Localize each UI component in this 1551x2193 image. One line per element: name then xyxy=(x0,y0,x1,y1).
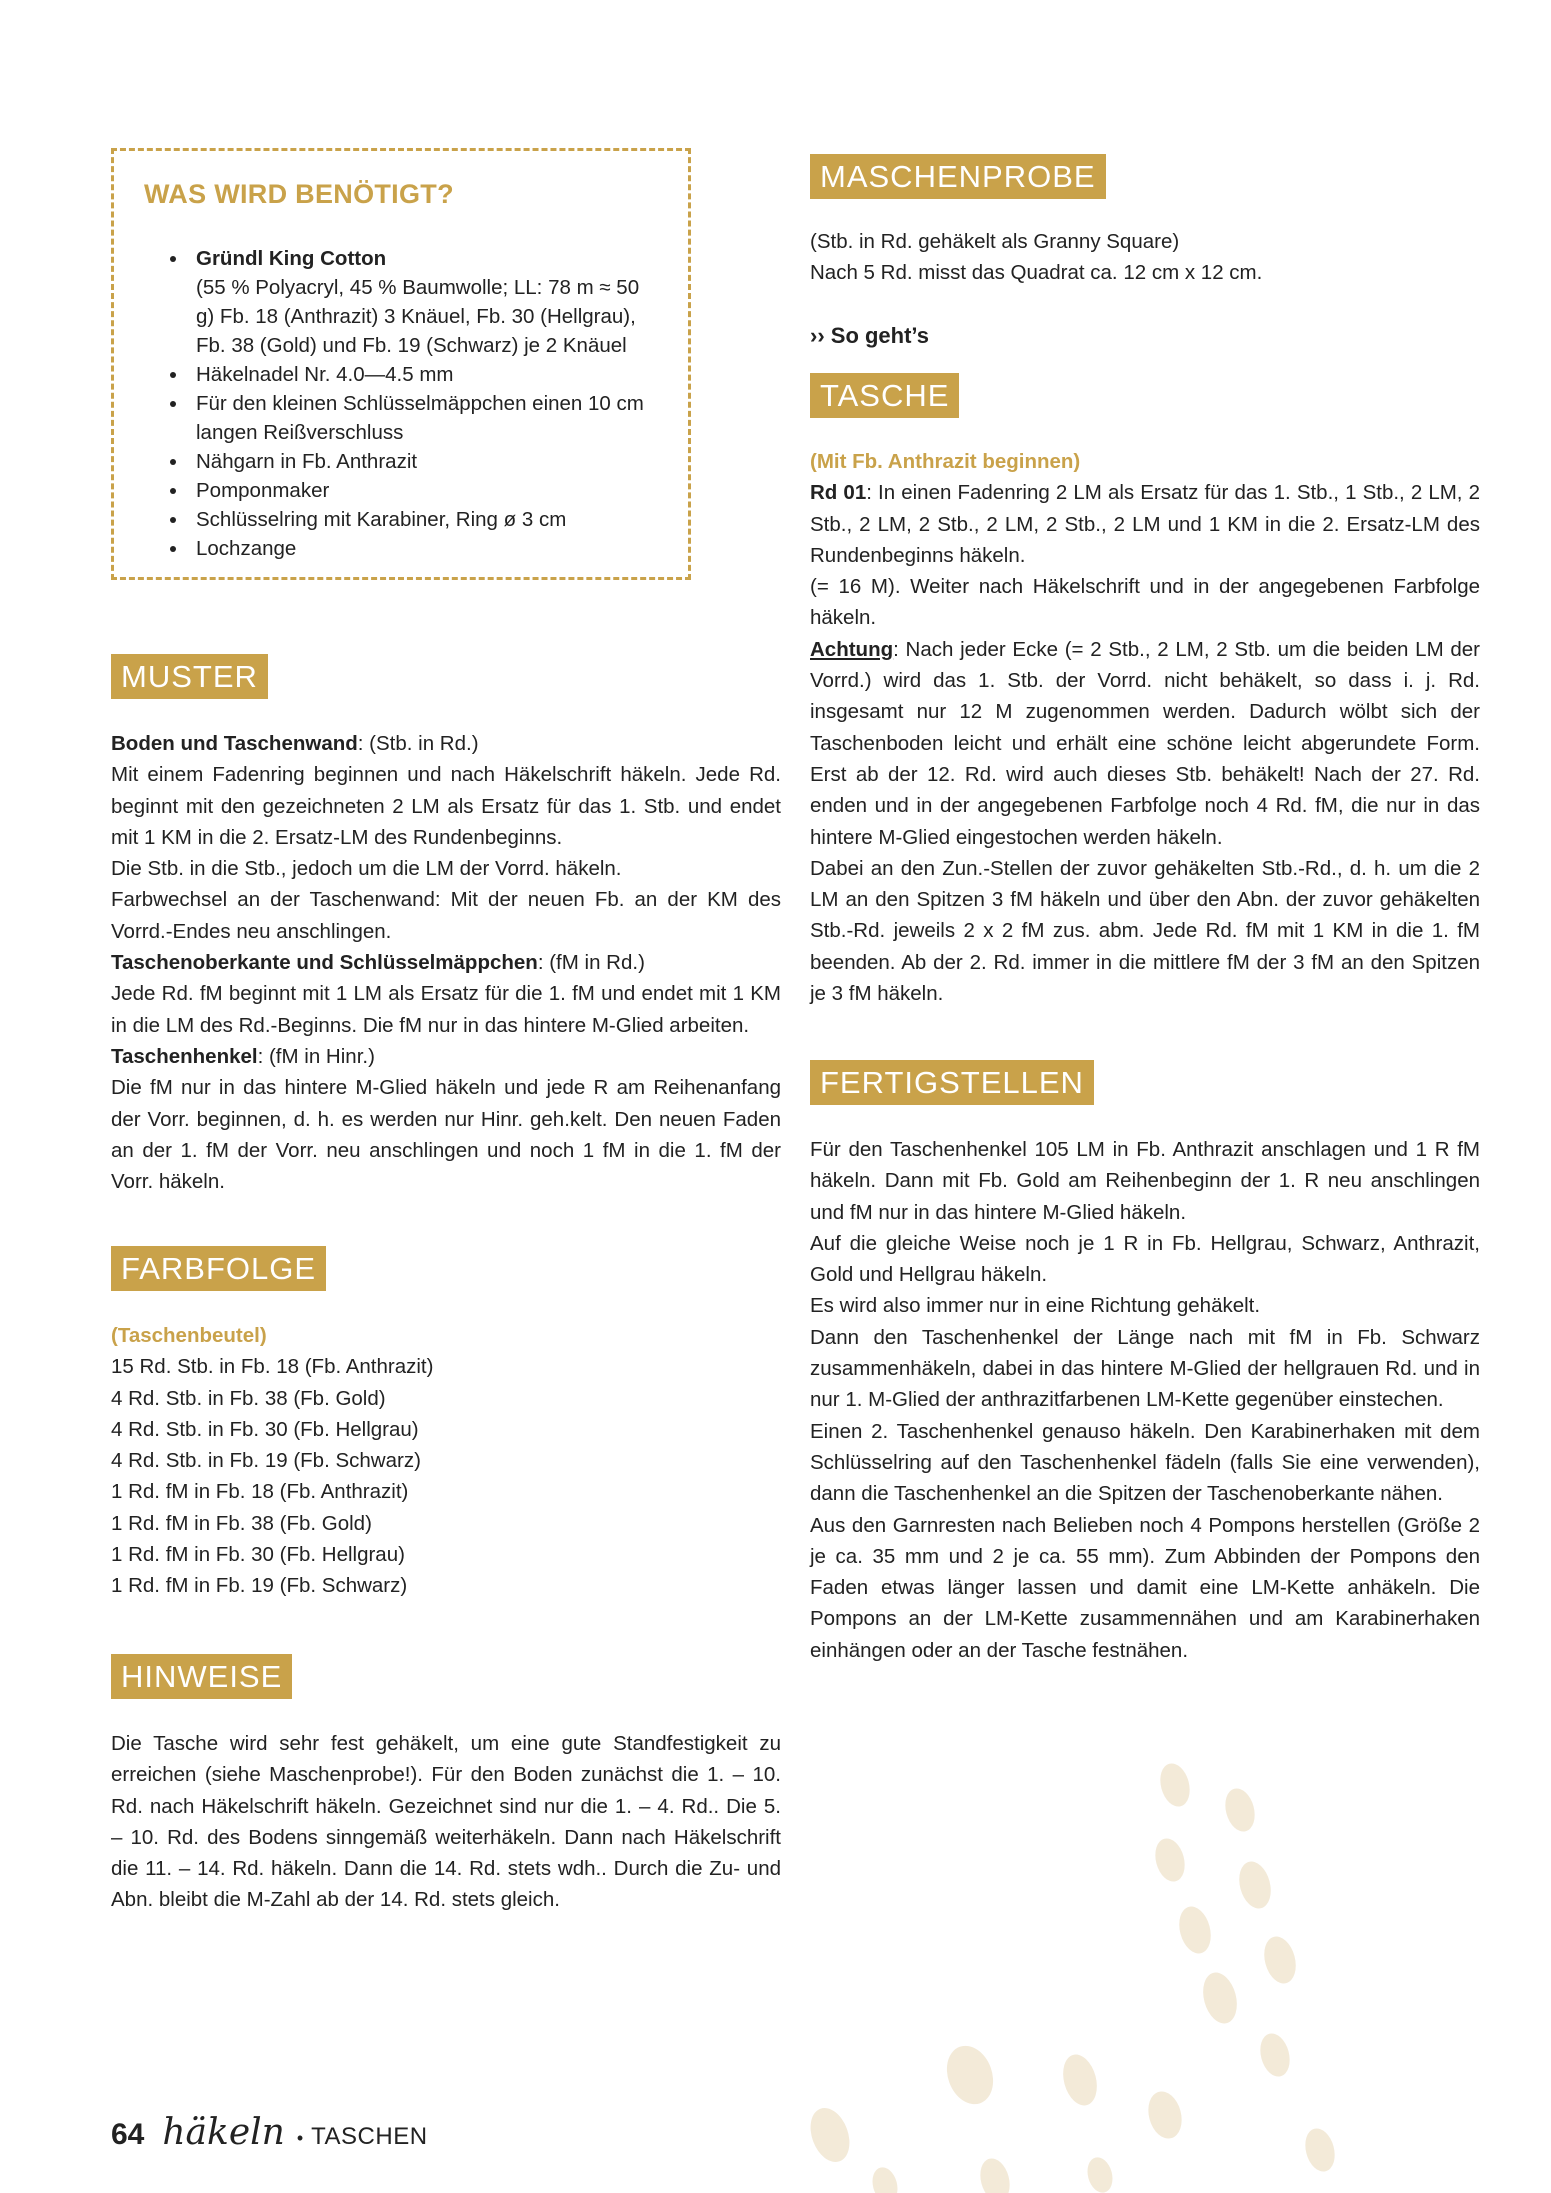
list-item: 1 Rd. fM in Fb. 30 (Fb. Hellgrau) xyxy=(111,1543,405,1567)
decorative-dot xyxy=(1151,1835,1189,1885)
hinweise-header: HINWEISE xyxy=(111,1654,292,1699)
fertigstellen-header: FERTIGSTELLEN xyxy=(810,1060,1094,1105)
materials-list xyxy=(144,244,658,563)
fertigstellen-p5: Einen 2. Taschenhenkel genauso häkeln. Den Karabinerhaken mit dem Schlüsselring auf den Taschenhenkel fädeln (falls Sie eine verwenden), dann die Taschenhenkel an die Spitzen der Taschenoberkante nähen. xyxy=(810,1419,1480,1506)
decorative-dot xyxy=(1256,2030,1294,2080)
decorative-dot xyxy=(1301,2125,1339,2175)
list-item: Lochzange xyxy=(196,534,658,563)
maschenprobe-header: MASCHENPROBE xyxy=(810,154,1106,199)
list-item: 4 Rd. Stb. in Fb. 19 (Fb. Schwarz) xyxy=(111,1449,421,1473)
list-item: 4 Rd. Stb. in Fb. 38 (Fb. Gold) xyxy=(111,1386,386,1410)
farbfolge-header: FARBFOLGE xyxy=(111,1246,326,1291)
materials-yarn-details: (55 % Polyacryl, 45 % Baumwolle; LL: 78 m ≈ 50 g) Fb. 18 (Anthrazit) 3 Knäuel, Fb. 30 (Hellgrau), Fb. 38 (Gold) und Fb. 19 (Schwarz) je 2 Knäuel xyxy=(196,276,640,357)
fertigstellen-p4: Dann den Taschenhenkel der Länge nach mit fM in Fb. Schwarz zusammenhäkeln, dabei in das hintere M-Glied der hellgrauen Rd. und in nur 1. M-Glied der anthrazitfarbenen LM-Kette gegenüber einstechen. xyxy=(810,1325,1480,1412)
decorative-dot xyxy=(1198,1969,1242,2028)
decorative-dot xyxy=(1156,1760,1194,1810)
brand-logo: häkeln xyxy=(162,2112,285,2153)
tasche-header: TASCHE xyxy=(810,373,959,418)
tasche-subtitle: (Mit Fb. Anthrazit beginnen) xyxy=(810,450,1081,473)
hinweise-paragraph: Die Tasche wird sehr fest gehäkelt, um eine gute Standfestigkeit zu erreichen (siehe Maschenprobe!). Für den Boden zunächst die 1. – 10. Rd. nach Häkelschrift häkeln. Gezeichnet sind nur die 1. – 4. Rd.. Die 5. – 10. Rd. des Bodens sinngemäß weiterhäkeln. Dann nach Häkelschrift die 11. – 14. Rd. häkeln. Dann die 14. Rd. stets wdh.. Durch die Zu- und Abn. bleibt die M-Zahl ab der 14. Rd. stets gleich. xyxy=(111,1732,781,1912)
list-item: Nähgarn in Fb. Anthrazit xyxy=(196,447,658,476)
decorative-dot xyxy=(1084,2155,1116,2193)
maschenprobe-text xyxy=(810,226,1480,289)
muster-header: MUSTER xyxy=(111,654,268,699)
muster-p7-rest: : (fM in Hinr.) xyxy=(257,1044,375,1068)
muster-text xyxy=(111,728,781,1197)
list-item: 1 Rd. fM in Fb. 19 (Fb. Schwarz) xyxy=(111,1574,408,1598)
list-item: 1 Rd. fM in Fb. 18 (Fb. Anthrazit) xyxy=(111,1480,409,1504)
muster-p6: Jede Rd. fM beginnt mit 1 LM als Ersatz für die 1. fM und endet mit 1 KM in die LM des Rd.-Beginns. Die fM nur in das hintere M-Glied arbeiten. xyxy=(111,982,781,1037)
farbfolge-text xyxy=(111,1320,781,1602)
muster-p4: Farbwechsel an der Taschenwand: Mit der neuen Fb. an der KM des Vorrd.-Endes neu anschlingen. xyxy=(111,888,781,943)
list-item: 15 Rd. Stb. in Fb. 18 (Fb. Anthrazit) xyxy=(111,1355,434,1379)
muster-p3: Die Stb. in die Stb., jedoch um die LM der Vorrd. häkeln. xyxy=(111,857,622,881)
tasche-p4: Dabei an den Zun.-Stellen der zuvor gehäkelten Stb.-Rd., d. h. um die 2 LM an den Spitzen 3 fM häkeln und über den Abn. der zuvor gehäkelten Stb.-Rd. jeweils 2 x 2 fM zus. abm. Jede Rd. fM mit 1 KM in die 1. fM beenden. Ab der 2. Rd. immer in die mittlere fM der 3 fM an den Spitzen je 3 fM häkeln. xyxy=(810,856,1480,1006)
list-item: 1 Rd. fM in Fb. 38 (Fb. Gold) xyxy=(111,1511,372,1535)
fertigstellen-p1: Für den Taschenhenkel 105 LM in Fb. Anthrazit anschlagen und 1 R fM häkeln. Dann mit Fb. Gold am Reihenbeginn der 1. R neu anschlingen und fM nur in das hintere M-Glied häkeln. xyxy=(810,1138,1480,1224)
tasche-text xyxy=(810,446,1480,1009)
muster-p7-bold: Taschenhenkel xyxy=(111,1044,258,1068)
muster-p2: Mit einem Fadenring beginnen und nach Häkelschrift häkeln. Jede Rd. beginnt mit den gezeichneten 2 LM als Ersatz für das 1. Stb. und endet mit 1 KM in die 2. Ersatz-LM des Rundenbeginns. xyxy=(111,763,781,849)
decorative-dot xyxy=(976,2155,1014,2193)
decorative-dot xyxy=(1143,2088,1186,2143)
list-item: Schlüsselring mit Karabiner, Ring ø 3 cm xyxy=(196,505,658,534)
list-item: Pomponmaker xyxy=(196,476,658,505)
footer-category: TASCHEN xyxy=(311,2123,428,2150)
muster-p8: Die fM nur in das hintere M-Glied häkeln und jede R am Reihenanfang der Vorr. beginnen, d. h. es werden nur Hinr. geh.kelt. Den neuen Faden an der 1. fM der Vorr. neu anschlingen und noch 1 fM in die 1. fM der Vorr. häkeln. xyxy=(111,1076,781,1194)
decorative-dot xyxy=(939,2039,1001,2110)
list-item: 4 Rd. Stb. in Fb. 30 (Fb. Hellgrau) xyxy=(111,1417,419,1441)
list-item xyxy=(196,244,658,360)
maschenprobe-line2: Nach 5 Rd. misst das Quadrat ca. 12 cm x 12 cm. xyxy=(810,261,1263,285)
fertigstellen-p2: Auf die gleiche Weise noch je 1 R in Fb. Hellgrau, Schwarz, Anthrazit, Gold und Hellgrau häkeln. xyxy=(810,1231,1480,1287)
list-item: Häkelnadel Nr. 4.0—4.5 mm xyxy=(196,360,658,389)
footer-separator: • xyxy=(296,2128,304,2148)
decorative-dot xyxy=(804,2103,857,2168)
materials-yarn-name: Gründl King Cotton xyxy=(196,247,387,270)
decorative-dot xyxy=(1234,1858,1275,1912)
fertigstellen-p3: Es wird also immer nur in eine Richtung gehäkelt. xyxy=(810,1294,1261,1318)
tasche-p2: (= 16 M). Weiter nach Häkelschrift und in der angegebenen Farbfolge häkeln. xyxy=(810,575,1480,630)
muster-p5-bold: Taschenoberkante und Schlüsselmäppchen xyxy=(111,951,538,975)
muster-p1-bold: Boden und Taschenwand xyxy=(111,732,358,755)
decorative-dots xyxy=(800,1720,1551,2193)
materials-box xyxy=(111,148,691,580)
page-number: 64 xyxy=(111,2118,145,2151)
maschenprobe-line1: (Stb. in Rd. gehäkelt als Granny Square) xyxy=(810,230,1180,253)
decorative-dot xyxy=(1221,1785,1259,1835)
fertigstellen-text xyxy=(810,1134,1480,1666)
decorative-dot xyxy=(1259,1933,1300,1987)
page-footer xyxy=(111,2112,428,2153)
muster-p1-rest: : (Stb. in Rd.) xyxy=(357,732,479,755)
muster-p5-rest: : (fM in Rd.) xyxy=(537,951,645,975)
tasche-achtung-label: Achtung xyxy=(810,637,894,661)
list-item: Für den kleinen Schlüsselmäppchen einen 10 cm langen Reißverschluss xyxy=(196,389,658,447)
tasche-achtung-text: : Nach jeder Ecke (= 2 Stb., 2 LM, 2 Stb. um die beiden LM der Vorrd.) wird das 1. Stb. der Vorrd. nicht behäkelt, so dass i. j. Rd. insgesamt nur 12 M zugenommen werden. Dadurch wölbt sich der Taschenboden leicht und erhält eine schöne leicht abgerundete Form. Erst ab der 12. Rd. wird auch dieses Stb. behäkelt! Nach der 27. Rd. enden und in der angegebenen Farbfolge noch 4 Rd. fM, die nur in das hintere M-Glied eingestochen werden häkeln. xyxy=(810,637,1480,849)
tasche-rd-label: Rd 01 xyxy=(810,481,867,505)
decorative-dot xyxy=(1058,2051,1102,2110)
decorative-dot xyxy=(869,2165,901,2193)
materials-title: WAS WIRD BENÖTIGT? xyxy=(144,179,454,209)
farbfolge-subtitle: (Taschenbeutel) xyxy=(111,1324,267,1347)
fertigstellen-p6: Aus den Garnresten nach Belieben noch 4 Pompons herstellen (Größe 2 je ca. 35 mm und 2 je ca. 55 mm). Zum Abbinden der Pompons den Faden etwas länger lassen und damit eine LM-Kette anhäkeln. Die Pompons an der LM-Kette zusammennähen und am Karabinerhaken einhängen oder an der Tasche festnähen. xyxy=(810,1513,1480,1662)
decorative-dot xyxy=(1174,1903,1215,1957)
so-gehts-heading: ›› So geht’s xyxy=(810,323,929,348)
tasche-rd-text: : In einen Fadenring 2 LM als Ersatz für das 1. Stb., 1 Stb., 2 LM, 2 Stb., 2 LM, 2 Stb., 2 LM, 2 Stb., 2 LM und 1 KM in die 2. Ersatz-LM des Rundenbeginns häkeln. xyxy=(810,481,1481,567)
hinweise-text xyxy=(111,1728,781,1916)
